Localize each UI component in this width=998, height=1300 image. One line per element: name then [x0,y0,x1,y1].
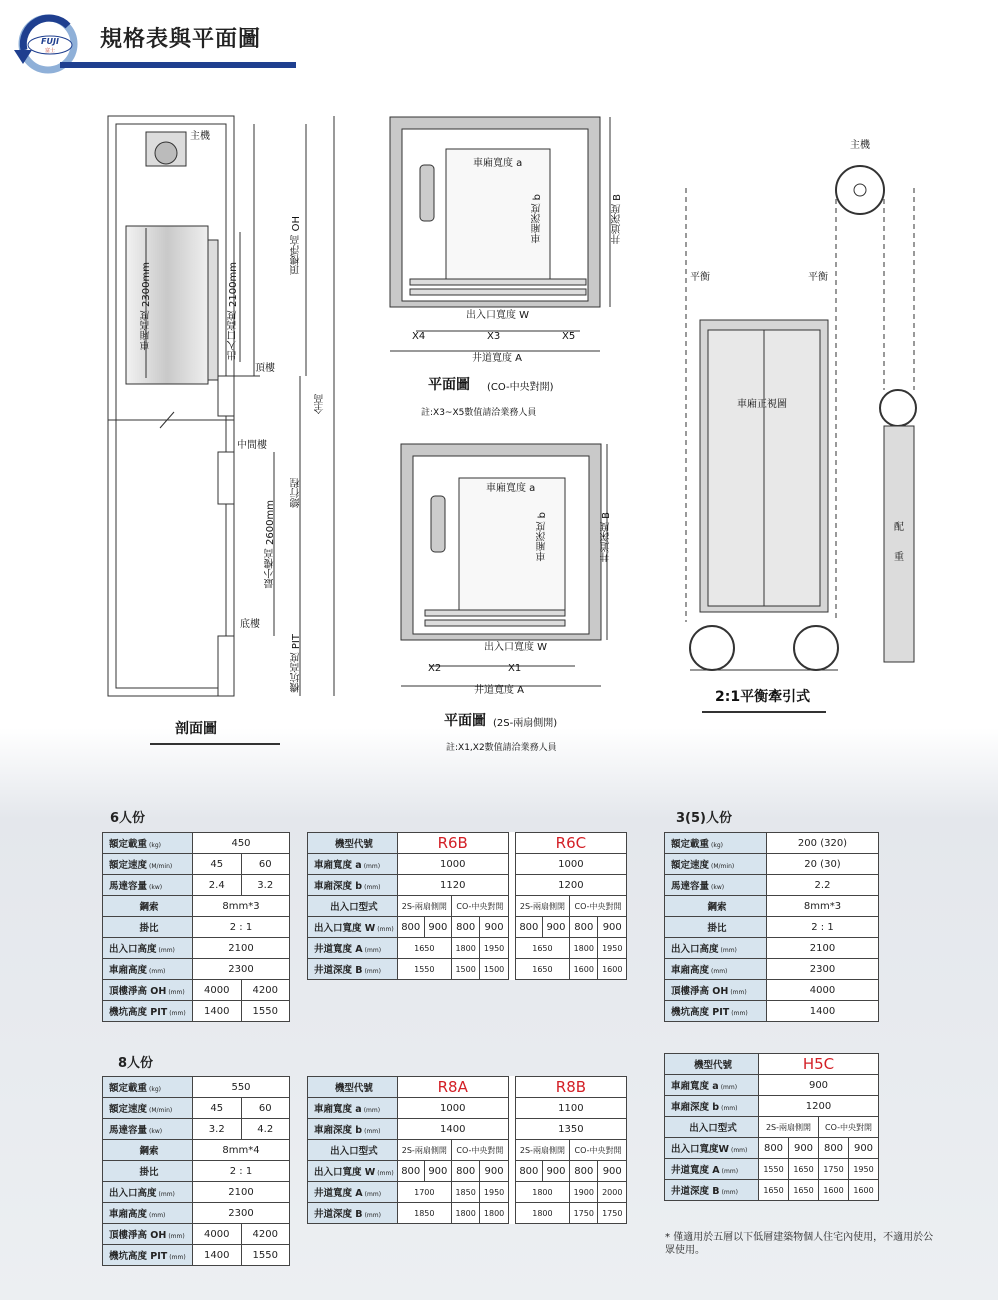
total-height-dim: 全高 [315,394,326,414]
2s-door-width: 出入口寬度 W [484,642,548,653]
top-floor-label: 頂樓 [255,363,275,374]
balance-left-label: 平衡 [690,272,710,283]
three-person-title: 3(5)人份 [676,811,732,826]
balance-right-label: 平衡 [808,272,828,283]
min-floor-dim: 最小樓高 2600mm [265,500,276,589]
counterweight-label-2: 重 [894,552,904,563]
co-door-width: 出入口寬度 W [466,310,530,321]
title-underline [60,62,296,68]
co-caption-sub: (CO-中央對開) [487,382,554,393]
co-x5: X5 [562,331,576,342]
2s-car-width: 車廂寬度 a [486,483,536,494]
eight-person-title: 8人份 [118,1056,154,1071]
pit-dim: 機坑高度 PIT [291,634,302,693]
co-x4: X4 [412,331,426,342]
counterweight-label-1: 配 [894,522,904,533]
co-car-depth: 車廂深度 b [532,194,543,244]
bottom-floor-label: 底樓 [240,619,260,630]
section-drawing [90,108,350,708]
middle-floor-label: 中間樓 [237,440,267,451]
2s-caption-sub: (2S-兩扇側開) [493,718,558,729]
co-x3: X3 [487,331,501,342]
2s-note: 註:X1,X2數值請洽業務人員 [446,743,557,753]
co-caption: 平面圖 [428,377,470,393]
2s-x2: X2 [428,663,442,674]
section-machine-label: 主機 [190,131,210,142]
car-height-dim: 車廂高度 2300mm [141,262,152,351]
eight-spec-table: 額定載重 (kg) 550 額定速度 (M/min) 45 60 馬達容量 (kw) 3.2 4.2 鋼索 8mm*4 掛比 2 : 1 出入口高度 (mm) 2100 車廂高度 (mm) 2300 頂樓淨高 OH (mm) 4000 4200 機坑高度 PIT (mm) 1400 1550 [102,1076,290,1266]
traction-drawing [676,150,936,680]
2s-shaft-depth: 井道深度 B [601,512,612,563]
2s-caption: 平面圖 [444,713,486,729]
section-caption: 剖面圖 [175,721,217,737]
svg-text:富士: 富士 [44,48,56,54]
oh-dim: 頂樓淨高 OH [291,216,302,275]
co-note: 註:X3~X5數值請洽業務人員 [421,408,537,418]
page-title: 規格表與平面圖 [100,27,262,52]
co-car-width: 車廂寬度 a [473,158,523,169]
traction-machine-label: 主機 [850,140,870,151]
car-front-label: 車廂正視圖 [737,399,787,410]
footnote: * 僅適用於五層以下低層建築物個人住宅內使用，不適用於公眾使用。 [665,1232,934,1256]
traction-caption-line [702,711,826,713]
co-shaft-depth: 井道深度 B [612,194,623,245]
2s-car-depth: 車廂深度 b [537,512,548,562]
traction-caption: 2:1平衡牽引式 [715,689,811,705]
travel-dim: 總行程 [291,478,302,508]
six-spec-table: 額定載重 (kg) 450 額定速度 (M/min) 45 60 馬達容量 (kw) 2.4 3.2 鋼索 8mm*3 掛比 2 : 1 出入口高度 (mm) 2100 車廂高度 (mm) 2300 頂樓淨高 OH (mm) 4000 4200 機坑高度 PIT (mm) 1400 1550 [102,832,290,1022]
eight-model-table: 機型代號 R8A R8B 車廂寬度 a (mm) 1000 1100 車廂深度 b (mm) 1400 1350 出入口型式 2S-兩扇側開 CO-中央對開 2S-兩扇側開 CO-中央對開 出入口寬度 W (mm) 800 900 800 900 800 900 800 900 井道寬度 A (mm) 1700 1850 1950 1800 1900 2000 井道深度 B (mm) 1850 1800 1800 1800 1750 1750 [307,1076,627,1224]
svg-text:FUJI: FUJI [41,37,59,46]
six-person-title: 6人份 [110,811,146,826]
door-height-dim: 出入口高度 2100mm [228,262,239,361]
2s-x1: X1 [508,663,522,674]
six-model-table: 機型代號 R6B R6C 車廂寬度 a (mm) 1000 1000 車廂深度 b (mm) 1120 1200 出入口型式 2S-兩扇側開 CO-中央對開 2S-兩扇側開 CO-中央對開 出入口寬度 W (mm) 800 900 800 900 800 900 800 900 井道寬度 A (mm) 1650 1800 1950 1650 1800 1950 井道深度 B (mm) 1550 1500 1500 1650 1600 1600 [307,832,627,980]
three-spec-table: 額定載重 (kg) 200 (320) 額定速度 (M/min) 20 (30) 馬達容量 (kw) 2.2 鋼索 8mm*3 掛比 2 : 1 出入口高度 (mm) 2100 車廂高度 (mm) 2300 頂樓淨高 OH (mm) 4000 機坑高度 PIT (mm) 1400 [664,832,879,1022]
plan-co-drawing [380,115,640,365]
2s-shaft-width: 井道寬度 A [474,685,525,696]
co-shaft-width: 井道寬度 A [472,353,523,364]
three-model-table: 機型代號 H5C 車廂寬度 a (mm) 900 車廂深度 b (mm) 1200 出入口型式 2S-兩扇側開 CO-中央對開 出入口寬度W (mm) 800 900 800 900 井道寬度 A (mm) 1550 1650 1750 1950 井道深度 B (mm) 1650 1650 1600 1600 [664,1053,879,1201]
section-caption-line [150,743,280,745]
